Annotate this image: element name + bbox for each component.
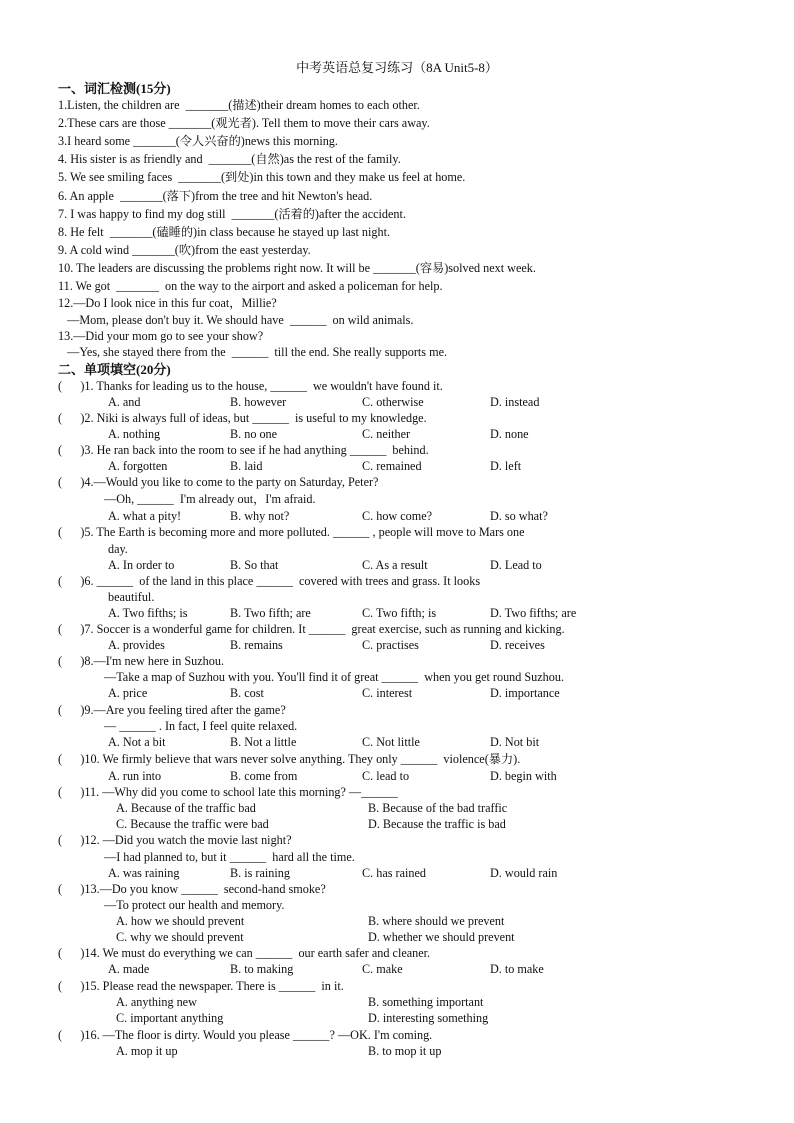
answer-option: D. to make [490,962,544,976]
answer-option: D. none [490,427,529,441]
answer-option: A. forgotten [108,459,168,473]
answer-option: D. importance [490,686,560,700]
answer-option: D. interesting something [368,1011,489,1025]
answer-option: C. how come? [362,509,433,523]
answer-option: A. Because of the traffic bad [116,801,256,815]
answer-option: D. instead [490,395,540,409]
answer-option: A. what a pity! [108,509,182,523]
question-stem: ( )1. Thanks for leading us to the house, ______ we wouldn't have found it. [58,379,443,393]
answer-option: C. make [362,962,403,976]
question-line: —Mom, please don't buy it. We should have ______ on wild animals. [58,313,414,327]
answer-option: A. Not a bit [108,735,166,749]
answer-option: C. Because the traffic were bad [116,817,269,831]
question-stem-continued: —To protect our health and memory. [104,898,285,912]
answer-option: B. remains [230,638,283,652]
question-stem-continued: —Oh, ______ I'm already out，I'm afraid. [104,492,316,506]
question-stem-continued: —I had planned to, but it ______ hard all the time. [104,850,355,864]
answer-option: B. Not a little [230,735,297,749]
question-line: 7. I was happy to find my dog still _______(活着的)after the accident. [58,207,406,221]
answer-option: A. run into [108,769,162,783]
answer-option: C. important anything [116,1011,224,1025]
answer-option: C. practises [362,638,419,652]
question-stem: ( )5. The Earth is becoming more and more polluted. ______ , people will move to Mars one [58,525,525,539]
question-stem: ( )2. Niki is always full of ideas, but ______ is useful to my knowledge. [58,411,427,425]
question-stem: ( )4.—Would you like to come to the party on Saturday, Peter? [58,475,379,489]
answer-option: A. mop it up [116,1044,178,1058]
answer-option: C. Not little [362,735,420,749]
question-stem: ( )12. —Did you watch the movie last night? [58,833,292,847]
answer-option: A. made [108,962,150,976]
question-stem: ( )10. We firmly believe that wars never solve anything. They only ______ violence(暴力). [58,752,521,766]
answer-option: C. neither [362,427,411,441]
answer-option: A. was raining [108,866,180,880]
question-line: 13.—Did your mom go to see your show? [58,329,264,343]
question-line: 12.—Do I look nice in this fur coat，Millie? [58,296,277,310]
question-stem: ( )15. Please read the newspaper. There is ______ in it. [58,979,344,993]
question-line: 4. His sister is as friendly and _______(自然)as the rest of the family. [58,152,401,166]
question-line: 11. We got _______ on the way to the airport and asked a policeman for help. [58,279,443,293]
answer-option: D. Not bit [490,735,540,749]
section-heading: 一、词汇检测(15分) [58,81,171,96]
question-stem: ( )14. We must do everything we can ______ our earth safer and cleaner. [58,946,431,960]
answer-option: A. price [108,686,148,700]
answer-option: A. nothing [108,427,161,441]
answer-option: B. no one [230,427,278,441]
question-line: 2.These cars are those _______(观光者). Tell them to move their cars away. [58,116,430,130]
answer-option: C. has rained [362,866,426,880]
question-stem: ( )9.—Are you feeling tired after the game? [58,703,286,717]
answer-option: B. however [230,395,287,409]
answer-option: A. In order to [108,558,175,572]
answer-option: D. Lead to [490,558,542,572]
answer-option: C. otherwise [362,395,424,409]
answer-option: B. Because of the bad traffic [368,801,508,815]
answer-option: A. and [108,395,141,409]
question-stem-continued: — ______ . In fact, I feel quite relaxed. [104,719,298,733]
answer-option: D. would rain [490,866,558,880]
question-stem: ( )7. Soccer is a wonderful game for children. It ______ great exercise, such as running and kicking. [58,622,565,636]
question-line: 10. The leaders are discussing the problems right now. It will be _______(容易)solved next week. [58,261,536,275]
answer-option: A. Two fifths; is [108,606,188,620]
answer-option: A. anything new [116,995,197,1009]
question-line: 5. We see smiling faces _______(到处)in this town and they make us feel at home. [58,170,466,184]
question-stem-continued: beautiful. [108,590,155,604]
page-title: 中考英语总复习练习（8A Unit5-8） [296,60,498,75]
answer-option: C. why we should prevent [116,930,244,944]
question-line: 9. A cold wind _______(吹)from the east yesterday. [58,243,311,257]
answer-option: B. is raining [230,866,290,880]
answer-option: C. lead to [362,769,410,783]
answer-option: B. So that [230,558,279,572]
answer-option: D. left [490,459,522,473]
answer-option: B. something important [368,995,484,1009]
answer-option: C. As a result [362,558,428,572]
answer-option: A. provides [108,638,165,652]
answer-option: B. laid [230,459,263,473]
question-line: 8. He felt _______(磕睡的)in class because he stayed up last night. [58,225,391,239]
answer-option: C. Two fifth; is [362,606,437,620]
question-stem-continued: day. [108,542,128,556]
answer-option: D. receives [490,638,545,652]
answer-option: C. interest [362,686,413,700]
question-stem-continued: —Take a map of Suzhou with you. You'll find it of great ______ when you get round Suzhou. [104,670,565,684]
answer-option: B. to mop it up [368,1044,442,1058]
answer-option: C. remained [362,459,422,473]
answer-option: B. where should we prevent [368,914,505,928]
section-heading: 二、单项填空(20分) [58,362,171,377]
question-stem: ( )16. —The floor is dirty. Would you please ______? —OK. I'm coming. [58,1028,433,1042]
answer-option: D. Because the traffic is bad [368,817,506,831]
answer-option: D. so what? [490,509,548,523]
question-stem: ( )11. —Why did you come to school late this morning? —______ [58,785,398,799]
question-line: —Yes, she stayed there from the ______ till the end. She really supports me. [58,345,448,359]
question-stem: ( )3. He ran back into the room to see if he had anything ______ behind. [58,443,429,457]
answer-option: D. Two fifths; are [490,606,577,620]
question-line: 3.I heard some _______(令人兴奋的)news this morning. [58,134,338,148]
answer-option: B. cost [230,686,264,700]
answer-option: A. how we should prevent [116,914,245,928]
question-line: 1.Listen, the children are _______(描述)their dream homes to each other. [58,98,420,112]
answer-option: B. why not? [230,509,290,523]
question-stem: ( )13.—Do you know ______ second-hand smoke? [58,882,326,896]
question-stem: ( )6. ______ of the land in this place ______ covered with trees and grass. It looks [58,574,481,588]
answer-option: B. to making [230,962,294,976]
question-stem: ( )8.—I'm new here in Suzhou. [58,654,225,668]
answer-option: D. begin with [490,769,557,783]
answer-option: B. Two fifth; are [230,606,311,620]
question-line: 6. An apple _______(落下)from the tree and hit Newton's head. [58,189,373,203]
answer-option: B. come from [230,769,298,783]
answer-option: D. whether we should prevent [368,930,515,944]
